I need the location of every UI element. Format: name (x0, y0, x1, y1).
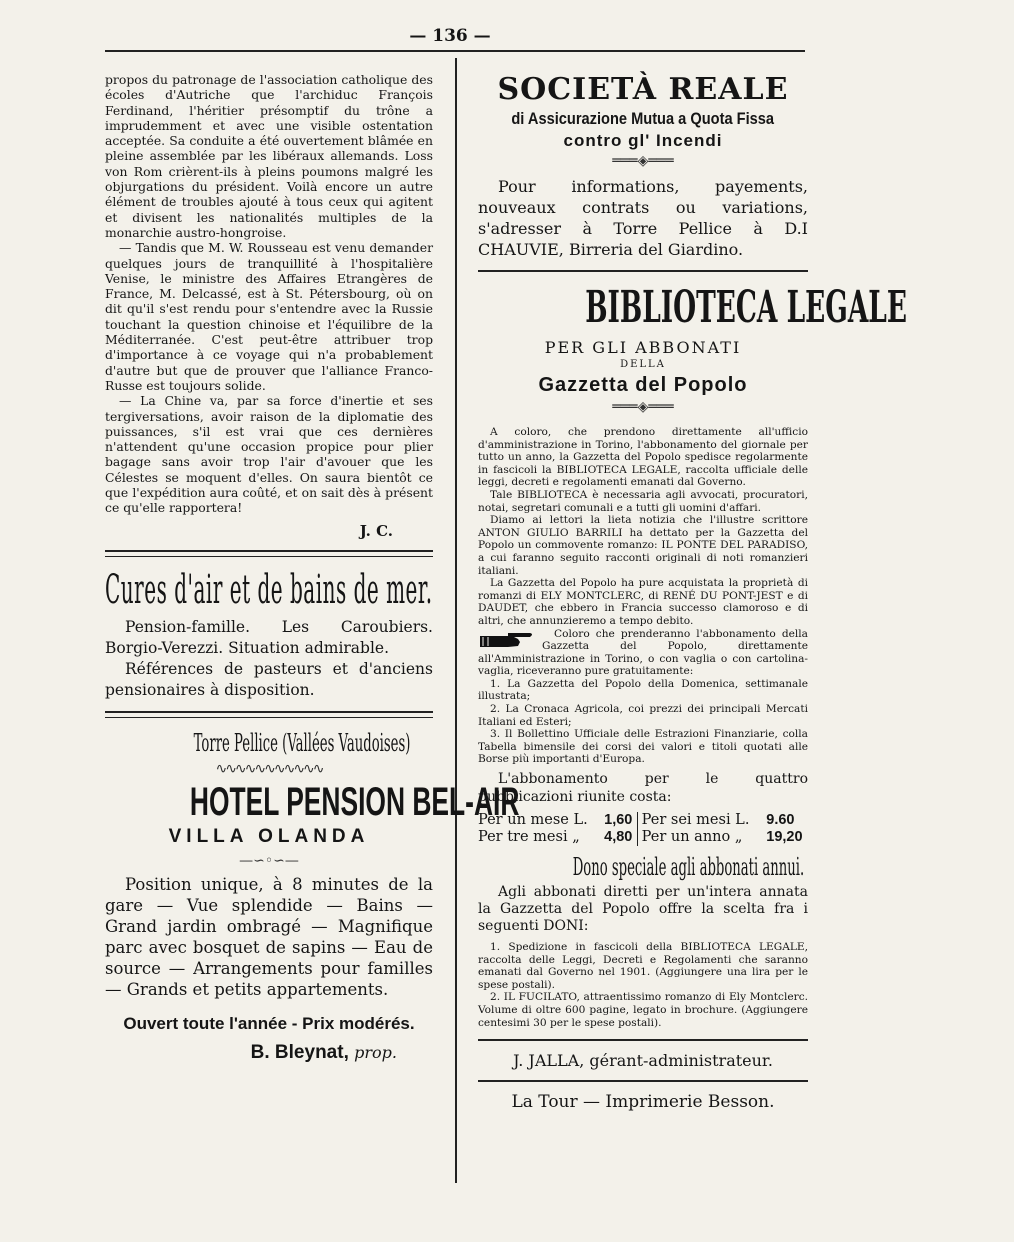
left-column (105, 72, 520, 1064)
price-label: Per sei mesi L. (637, 812, 766, 829)
news-article (105, 72, 433, 516)
societa-title: SOCIETÀ REALE (497, 72, 789, 107)
price-label: Per tre mesi „ (478, 829, 580, 846)
biblioteca-title-text: BIBLIOTECA LEGALE (585, 282, 907, 333)
societa-subtitle-text: di Assicurazione Mutua a Quota Fissa (511, 109, 775, 128)
printer-line: La Tour — Imprimerie Besson. (511, 1092, 775, 1113)
price-label: Per un anno „ (637, 829, 766, 846)
societa-subtitle (478, 108, 808, 130)
biblioteca-para: Diamo ai lettori la lieta notizia che l'illustre scrittore ANTON GIULIO BARRILI ha dettato per la Gazzetta del Popolo un commovente romanzo: IL PONTE DEL PARADISO, a cui faranno seguito racconti originali di noti romanzieri italiani. (478, 514, 808, 577)
biblioteca-della: DELLA (620, 359, 666, 370)
price-value: 4,80 (604, 829, 633, 846)
hotel-description-text: Position unique, à 8 minutes de la gare — Vue splendide — Bains — Grand jardin ombragé — Magnifique parc avec bosquet de sapins — Eau de source — Arrangements pour familles — Grands et petits appartements. (105, 874, 433, 999)
abbonamento-text (478, 770, 808, 806)
dono-item: 1. Spedizione in fascicoli della BIBLIOTECA LEGALE, raccolta delle Leggi, Decreti e Regolamenti che saranno emanati dal Governo nel 1901. (Aggiungere una lira per le spese postali). (478, 941, 808, 991)
proprietor-title: prop. (354, 1042, 397, 1062)
dono-title-text: Dono speciale agli abbonati annui. (572, 853, 805, 882)
column-divider (455, 58, 457, 1183)
right-column (478, 72, 907, 1113)
societa-subtitle-2: contro gl' Incendi (563, 131, 723, 150)
proprietor-name: B. Bleynat, (250, 1041, 349, 1063)
section-divider (478, 1080, 808, 1082)
top-rule (105, 50, 805, 52)
biblioteca-para: La Gazzetta del Popolo ha pure acquistata la proprietà di romanzi di ELY MONTCLERC, di RENÉ DU PONT-JEST e di DAUDET, che ebbero in Francia successo clamoroso e di altri, che annunzieremo a tempo debito. (478, 577, 808, 627)
article-paragraph: — La Chine va, par sa force d'inertie et ses tergiversations, avoir raison de la diplomatie des puissances, s'il est vrai que ces dernières n'attendent qu'une occasion propice pour plier bagage sans avoir trop l'air d'avouer que les Célestes se moquent d'elles. On saura bientôt ce que l'expédition aura coûté, et on sait dès à présent ce qu'elle rapportera! (105, 393, 433, 516)
gerant-line: J. JALLA, gérant-administrateur. (513, 1051, 773, 1071)
dono-item: 2. IL FUCILATO, attraentissimo romanzo di Ely Montclerc. Volume di oltre 600 pagine, legato in brochure. (Aggiungere centesimi 30 per le spese postali). (478, 991, 808, 1029)
flourish-ornament: —∽◦∽— (239, 852, 299, 869)
hotel-location (105, 726, 433, 760)
dono-para: Agli abbonati diretti per un'intera annata la Gazzetta del Popolo offre la scelta fra i seguenti DONI: (478, 884, 808, 935)
biblioteca-text (478, 426, 808, 766)
price-label: Per un mese L. (478, 812, 588, 829)
price-table (478, 812, 808, 846)
double-line-ornament: ═══◈═══ (612, 399, 674, 415)
hotel-opening-notice: Ouvert toute l'année - Prix modérés. (123, 1013, 415, 1033)
biblioteca-list-item: 2. La Cronaca Agricola, coi prezzi dei principali Mercati Italiani ed Esteri; (478, 703, 808, 728)
price-value: 19,20 (766, 829, 803, 846)
cures-ad-line: Pension-famille. Les Caroubiers. Borgio-Verezzi. Situation admirable. (105, 617, 433, 657)
wave-ornament: ∿∿∿∿∿∿∿∿∿∿∿ (215, 760, 323, 777)
hotel-proprietor (105, 1042, 433, 1064)
dono-text (478, 884, 808, 935)
section-divider (105, 711, 433, 718)
hotel-description (105, 874, 433, 1000)
societa-text (478, 176, 808, 260)
biblioteca-list-item: 1. La Gazzetta del Popolo della Domenica, settimanale illustrata; (478, 677, 808, 703)
pointing-hand-icon (478, 628, 536, 652)
double-line-ornament: ═══◈═══ (612, 153, 674, 169)
dono-items (478, 941, 808, 1029)
article-paragraph: — Tandis que M. W. Rousseau est venu demander quelques jours de tranquillité à l'hospitalière Venise, le ministre des Affaires Etrangères de France, M. Delcassé, est à St. Pétersbourg, où on dit qu'il s'est rendu pour s'entendre avec la Russie touchant la question chinoise et l'équilibre de la Méditerranée. C'est peut-être attribuer trop d'importance à ce voyage qui n'a probablement d'autre but que de prouver que l'alliance Franco-Russe est toujours solide. (105, 240, 433, 393)
biblioteca-para: Tale BIBLIOTECA è necessaria agli avvocati, procuratori, notai, segretari comunali e a tutti gli uomini d'affari. (478, 488, 808, 514)
section-divider (105, 550, 433, 557)
biblioteca-title (478, 282, 907, 334)
biblioteca-para: A coloro, che prendono direttamente all'ufficio d'amministrazione in Torino, l'abbonamento del giornale per tutto un anno, la Gazzetta del Popolo spedisce regolarmente in fascicoli la BIBLIOTECA LEGALE, raccolta ufficiale delle leggi, decreti e regolamenti emanati dal Governo. (478, 426, 808, 489)
hotel-location-text: Torre Pellice (Vallées Vaudoises) (193, 728, 411, 757)
cures-ad-title: Cures d'air et de bains de mer. (105, 566, 433, 613)
article-paragraph: propos du patronage de l'association catholique des écoles d'Autriche que l'archiduc François Ferdinand, l'héritier présomptif du trône a imprudemment et avec une visible ostentation acceptée. Sa conduite a été ouvertement blâmée en pleine assemblée par les libéraux allemands. Loss von Rom crièrent-ils à pleins poumons malgré les objurgations du président. Voilà encore un autre élément de troubles ajouté à tous ceux qui agitent et divisent les nationalités multiples de la monarchie austro-hongroise. (105, 72, 433, 240)
biblioteca-list-item: 3. Il Bollettino Ufficiale delle Estrazioni Finanziarie, colla Tabella bimensile dei corsi dei valori e titoli quotati alle Borse più importanti d'Europa. (478, 728, 808, 766)
hotel-name-text: HOTEL PENSION BEL-AIR (189, 779, 520, 824)
biblioteca-gazzetta: Gazzetta del Popolo (538, 374, 748, 396)
price-value: 9.60 (766, 812, 795, 829)
article-signature: J. C. (359, 521, 393, 540)
cures-ad-line: Références de pasteurs et d'anciens pensionaires à disposition. (105, 659, 433, 699)
price-value: 1,60 (604, 812, 633, 829)
cures-ad-text (105, 617, 433, 701)
price-row (478, 812, 808, 829)
section-divider (478, 1039, 808, 1041)
villa-name: VILLA OLANDA (168, 825, 370, 847)
price-row (478, 829, 808, 846)
page-number: — 136 — (409, 26, 491, 46)
societa-text-para: Pour informations, payements, nouveaux contrats ou variations, s'adresser à Torre Pellice à D.I CHAUVIE, Birreria del Giardino. (478, 177, 808, 259)
biblioteca-hand-para: Coloro che prenderanno l'abbonamento della Gazzetta del Popolo, direttamente all'Amministrazione in Torino, o con vaglia o con cartolina-vaglia, riceveranno pure gratuitamente: (478, 627, 808, 678)
section-divider (478, 270, 808, 272)
dono-title (478, 850, 808, 884)
hotel-name (105, 778, 520, 826)
abbonamento-para: L'abbonamento per le quattro pubblicazioni riunite costa: (478, 771, 808, 806)
biblioteca-subtitle: PER GLI ABBONATI (544, 338, 742, 357)
